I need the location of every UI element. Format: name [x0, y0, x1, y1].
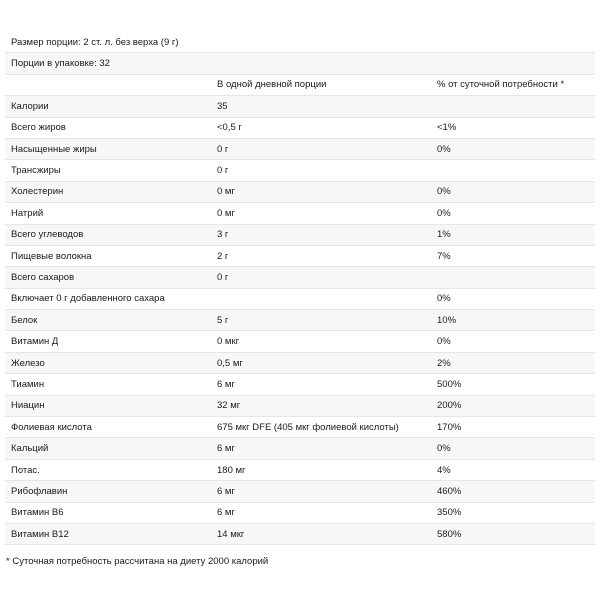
nutrient-name: Потас. [11, 464, 40, 476]
nutrient-name: Трансжиры [11, 165, 61, 177]
footnote: * Суточная потребность рассчитана на диету 2000 калорий [6, 556, 269, 567]
table-row [5, 139, 595, 160]
nutrient-amount: 5 г [217, 314, 229, 326]
nutrient-amount: 6 мг [217, 485, 235, 497]
nutrient-daily-value: 460% [437, 485, 462, 497]
table-row [5, 524, 595, 545]
nutrient-amount: 0 мг [217, 207, 235, 219]
nutrient-daily-value: 170% [437, 421, 462, 433]
nutrient-daily-value: 0% [437, 186, 451, 198]
nutrient-daily-value: 7% [437, 250, 451, 262]
table-row [5, 396, 595, 417]
table-row [5, 481, 595, 502]
serving-size-row [5, 32, 595, 53]
nutrient-name: Всего сахаров [11, 271, 75, 283]
nutrient-amount: 2 г [217, 250, 229, 262]
table-row [5, 96, 595, 117]
nutrient-daily-value: 350% [437, 507, 462, 519]
nutrient-daily-value: 0% [437, 336, 451, 348]
nutrient-daily-value: <1% [437, 122, 457, 134]
nutrient-amount: 6 мг [217, 443, 235, 455]
table-row [5, 417, 595, 438]
nutrient-name: Рибофлавин [11, 485, 68, 497]
servings-per-container: Порции в упаковке: 32 [11, 58, 110, 70]
nutrient-amount: 675 мкг DFE (405 мкг фолиевой кислоты) [217, 421, 399, 433]
table-row [5, 267, 595, 288]
servings-per-container-row [5, 53, 595, 74]
nutrient-daily-value: 2% [437, 357, 451, 369]
header-daily-value: % от суточной потребности * [437, 79, 565, 91]
nutrient-rows [5, 96, 595, 545]
nutrient-name: Витамин В12 [11, 528, 69, 540]
nutrient-name: Витамин В6 [11, 507, 64, 519]
nutrient-amount: 0,5 мг [217, 357, 243, 369]
nutrient-daily-value: 580% [437, 528, 462, 540]
nutrient-name: Включает 0 г добавленного сахара [11, 293, 165, 305]
table-row [5, 310, 595, 331]
table-row [5, 353, 595, 374]
table-row [5, 503, 595, 524]
nutrient-daily-value: 4% [437, 464, 451, 476]
nutrition-table [5, 32, 595, 545]
table-row [5, 203, 595, 224]
nutrient-name: Витамин Д [11, 336, 59, 348]
nutrient-amount: 6 мг [217, 378, 235, 390]
nutrient-amount: 0 г [217, 271, 229, 283]
nutrient-name: Натрий [11, 207, 44, 219]
nutrient-amount: 6 мг [217, 507, 235, 519]
table-header-row [5, 75, 595, 96]
table-row [5, 118, 595, 139]
table-row [5, 225, 595, 246]
nutrient-name: Железо [11, 357, 45, 369]
nutrient-daily-value: 10% [437, 314, 457, 326]
nutrient-amount: 0 мг [217, 186, 235, 198]
nutrient-amount: 35 [217, 100, 228, 112]
nutrient-name: Ниацин [11, 400, 45, 412]
table-row [5, 438, 595, 459]
nutrient-name: Насыщенные жиры [11, 143, 97, 155]
table-row [5, 331, 595, 352]
nutrient-amount: <0,5 г [217, 122, 242, 134]
nutrient-daily-value: 0% [437, 207, 451, 219]
nutrient-amount: 32 мг [217, 400, 241, 412]
nutrient-name: Кальций [11, 443, 49, 455]
table-row [5, 182, 595, 203]
nutrient-name: Холестерин [11, 186, 64, 198]
nutrient-name: Пищевые волокна [11, 250, 92, 262]
nutrient-daily-value: 1% [437, 229, 451, 241]
nutrient-amount: 14 мкг [217, 528, 245, 540]
nutrient-name: Тиамин [11, 378, 45, 390]
nutrient-amount: 0 г [217, 143, 229, 155]
nutrient-amount: 0 мкг [217, 336, 240, 348]
nutrient-name: Белок [11, 314, 38, 326]
nutrient-name: Всего жиров [11, 122, 66, 134]
header-amount: В одной дневной порции [217, 79, 327, 91]
nutrient-name: Калории [11, 100, 49, 112]
table-row [5, 246, 595, 267]
nutrient-daily-value: 500% [437, 378, 462, 390]
table-row [5, 460, 595, 481]
serving-size: Размер порции: 2 ст. л. без верха (9 г) [11, 36, 179, 48]
nutrient-daily-value: 0% [437, 443, 451, 455]
table-row [5, 289, 595, 310]
nutrient-amount: 180 мг [217, 464, 246, 476]
nutrient-daily-value: 0% [437, 143, 451, 155]
nutrient-amount: 0 г [217, 165, 229, 177]
nutrient-name: Всего углеводов [11, 229, 84, 241]
table-row [5, 374, 595, 395]
table-row [5, 160, 595, 181]
nutrient-name: Фолиевая кислота [11, 421, 92, 433]
nutrient-amount: 3 г [217, 229, 229, 241]
nutrient-daily-value: 0% [437, 293, 451, 305]
nutrient-daily-value: 200% [437, 400, 462, 412]
